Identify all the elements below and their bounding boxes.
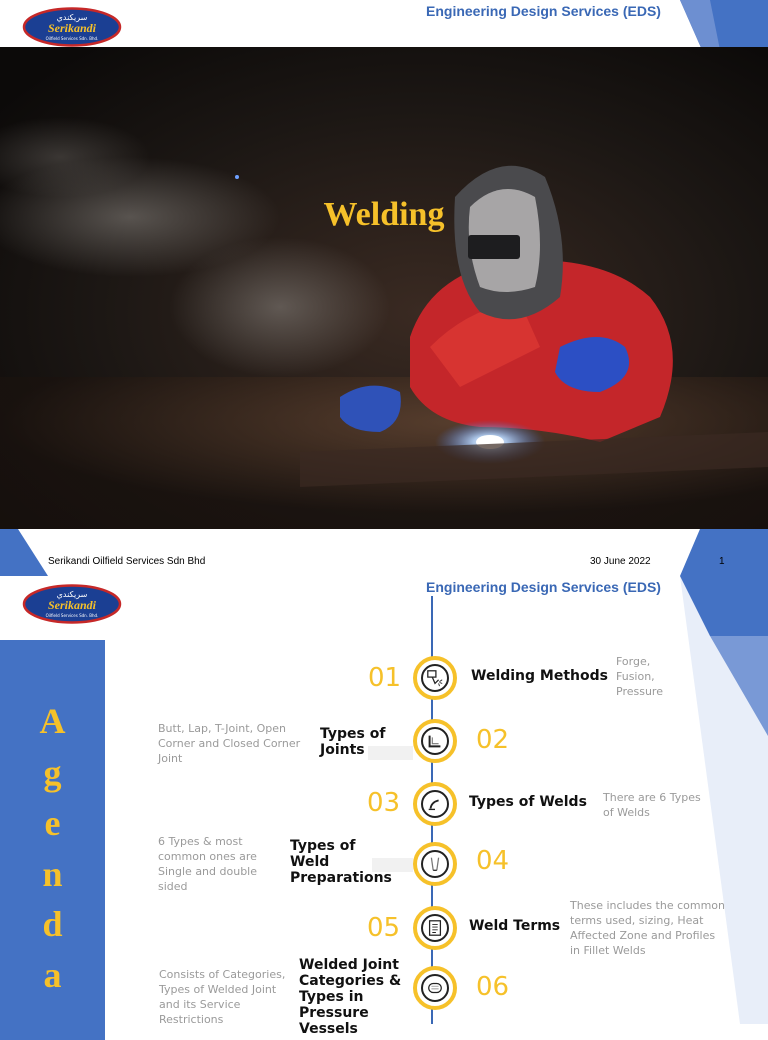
footer-date: 30 June 2022	[590, 556, 651, 567]
agenda-letter: g	[43, 753, 62, 793]
welder-photo	[0, 47, 768, 529]
company-logo	[22, 584, 122, 624]
logo-tagline: Oilfield Services Sdn. Bhd.	[45, 613, 99, 618]
logo-arabic: سريكندي	[56, 590, 88, 599]
item-desc-05: These includes the common terms used, sizing, Heat Affected Zone and Profiles in Fillet Welds	[570, 899, 725, 957]
footer-right-decoration	[680, 529, 768, 576]
slide-title: Welding	[323, 196, 445, 233]
header-corner-decoration	[680, 0, 768, 50]
item-desc-03: There are 6 Types of Welds	[603, 791, 701, 819]
slide-footer	[0, 529, 768, 576]
agenda-letter: n	[42, 854, 63, 894]
logo-name: Serikandi	[47, 598, 97, 612]
logo-arabic: سريكندي	[56, 13, 88, 22]
item-title-04: Types of Weld Preparations	[290, 838, 392, 886]
timeline-node-01	[413, 656, 457, 700]
item-title-03: Types of Welds	[469, 794, 587, 810]
item-title-05: Weld Terms	[469, 918, 561, 934]
item-number-02: 02	[476, 725, 510, 755]
footer-left-decoration	[0, 529, 48, 576]
item-number-01: 01	[368, 663, 402, 693]
serikandi-logo-icon	[22, 7, 122, 47]
header-title: Engineering Design Services (EDS)	[426, 3, 661, 19]
item-desc-01: Forge, Fusion, Pressure	[616, 655, 663, 698]
serikandi-logo-icon	[22, 584, 122, 624]
timeline-node-02	[413, 719, 457, 763]
logo-name: Serikandi	[47, 21, 97, 35]
agenda-letter: d	[42, 904, 63, 944]
item-desc-06: Consists of Categories, Types of Welded Joint and its Service Restrictions	[159, 968, 286, 1026]
weld-prep-icon	[426, 855, 444, 873]
item-desc-04: 6 Types & most common ones are Single and double sided	[158, 835, 257, 893]
timeline-node-06	[413, 966, 457, 1010]
angle-joint-icon	[426, 732, 444, 750]
item-number-06: 06	[476, 972, 510, 1002]
logo-tagline: Oilfield Services Sdn. Bhd.	[45, 36, 99, 41]
weld-bead-icon	[426, 795, 444, 813]
footer-company: Serikandi Oilfield Services Sdn Bhd	[48, 556, 206, 567]
item-title-06: Welded Joint Categories & Types in Pressure Vessels	[299, 957, 402, 1037]
agenda-sidebar	[0, 640, 105, 1040]
item-number-03: 03	[367, 788, 401, 818]
agenda-letter: e	[44, 803, 61, 843]
item-title-02: Types of Joints	[320, 726, 386, 758]
vessel-icon	[426, 979, 444, 997]
timeline-node-05	[413, 906, 457, 950]
timeline-node-03	[413, 782, 457, 826]
item-title-01: Welding Methods	[471, 668, 608, 684]
slide-2	[0, 576, 768, 1037]
timeline-node-04	[413, 842, 457, 886]
agenda-letter: a	[43, 955, 62, 995]
item-number-05: 05	[367, 913, 401, 943]
agenda-letter: A	[39, 701, 66, 741]
document-icon	[426, 919, 444, 937]
company-logo	[22, 7, 122, 47]
item-desc-02: Butt, Lap, T-Joint, Open Corner and Closed Corner Joint	[158, 722, 301, 765]
header-title: Engineering Design Services (EDS)	[426, 579, 661, 595]
footer-page-number: 1	[719, 556, 725, 567]
item-number-04: 04	[476, 846, 510, 876]
welding-torch-icon	[426, 669, 444, 687]
